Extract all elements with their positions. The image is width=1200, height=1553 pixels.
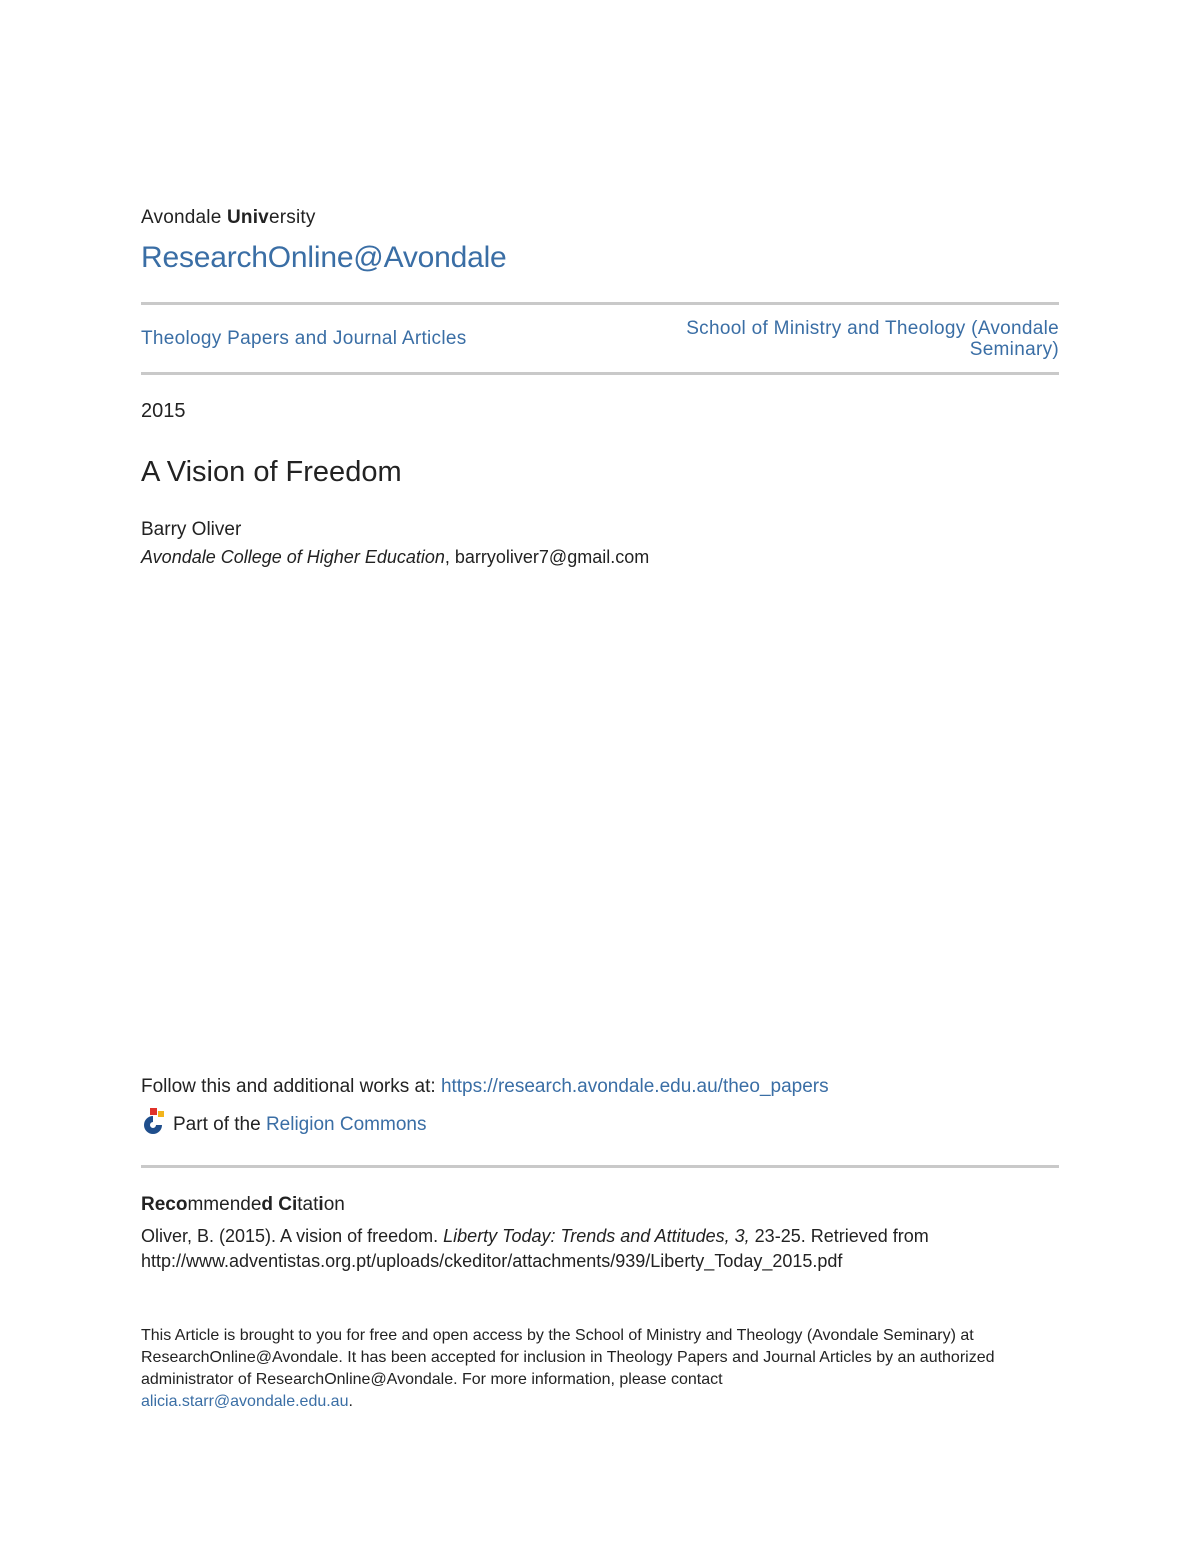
collections-divider <box>141 372 1059 375</box>
series-link[interactable]: Theology Papers and Journal Articles <box>141 328 467 349</box>
digital-commons-logo-icon <box>141 1108 167 1136</box>
follow-line <box>141 1076 829 1098</box>
school-link[interactable] <box>599 318 1059 360</box>
recommended-citation-heading <box>141 1194 345 1216</box>
footer-divider <box>141 1165 1059 1168</box>
heading-part: mmende <box>187 1194 262 1215</box>
author-name: Barry Oliver <box>141 519 242 540</box>
institution-name-bold-part: Univ <box>226 207 269 228</box>
institution-name-part: ersity <box>268 207 316 228</box>
heading-part: Ci <box>278 1194 298 1215</box>
access-statement-text: This Article is brought to you for free and open access by the School of Ministry and Theology (Avondale Seminary) at ResearchOnline@Avondale. It has been accepted for inclusion in Theology Papers and Journal Articles by an authorized administrator of ResearchOnline@Avondale. For more information, please contact <box>141 1327 995 1388</box>
institution-name-part: Avondale <box>141 207 227 228</box>
follow-label: Follow this and additional works at: <box>141 1076 441 1097</box>
repository-link[interactable]: ResearchOnline@Avondale <box>141 241 507 274</box>
heading-part: tat <box>297 1194 319 1215</box>
citation-journal: Liberty Today: Trends and Attitudes, 3, <box>443 1226 750 1246</box>
heading-part: d <box>261 1194 279 1215</box>
school-link-line: School of Ministry and Theology (Avondale <box>686 318 1059 339</box>
part-of-text <box>173 1114 426 1136</box>
part-of-label: Part of the <box>173 1114 266 1135</box>
heading-part: on <box>323 1194 345 1215</box>
publication-year: 2015 <box>141 400 186 422</box>
citation-suffix: 23-25. Retrieved from <box>749 1226 929 1246</box>
contact-email-link[interactable]: alicia.starr@avondale.edu.au <box>141 1393 349 1410</box>
affiliation-separator: , <box>444 547 455 567</box>
religion-commons-link[interactable]: Religion Commons <box>265 1114 427 1135</box>
top-divider <box>141 302 1059 305</box>
citation-url: http://www.adventistas.org.pt/uploads/ckeditor/attachments/939/Liberty_Today_2015.pdf <box>141 1251 843 1271</box>
access-statement <box>141 1325 1059 1413</box>
part-of-line <box>141 1108 426 1136</box>
author-affiliation <box>141 547 649 568</box>
author-email[interactable]: barryoliver7@gmail.com <box>454 547 650 567</box>
citation-prefix: Oliver, B. (2015). A vision of freedom. <box>141 1226 444 1246</box>
heading-part: i <box>318 1194 324 1215</box>
heading-part: Reco <box>141 1194 188 1215</box>
follow-url-link[interactable]: https://research.avondale.edu.au/theo_papers <box>440 1076 829 1097</box>
school-link-line: Seminary) <box>969 339 1059 360</box>
article-title: A Vision of Freedom <box>141 456 402 488</box>
access-statement-end: . <box>348 1393 353 1410</box>
affiliation-name: Avondale College of Higher Education <box>141 547 445 567</box>
institution-name <box>141 207 316 229</box>
citation-text <box>141 1224 1059 1274</box>
